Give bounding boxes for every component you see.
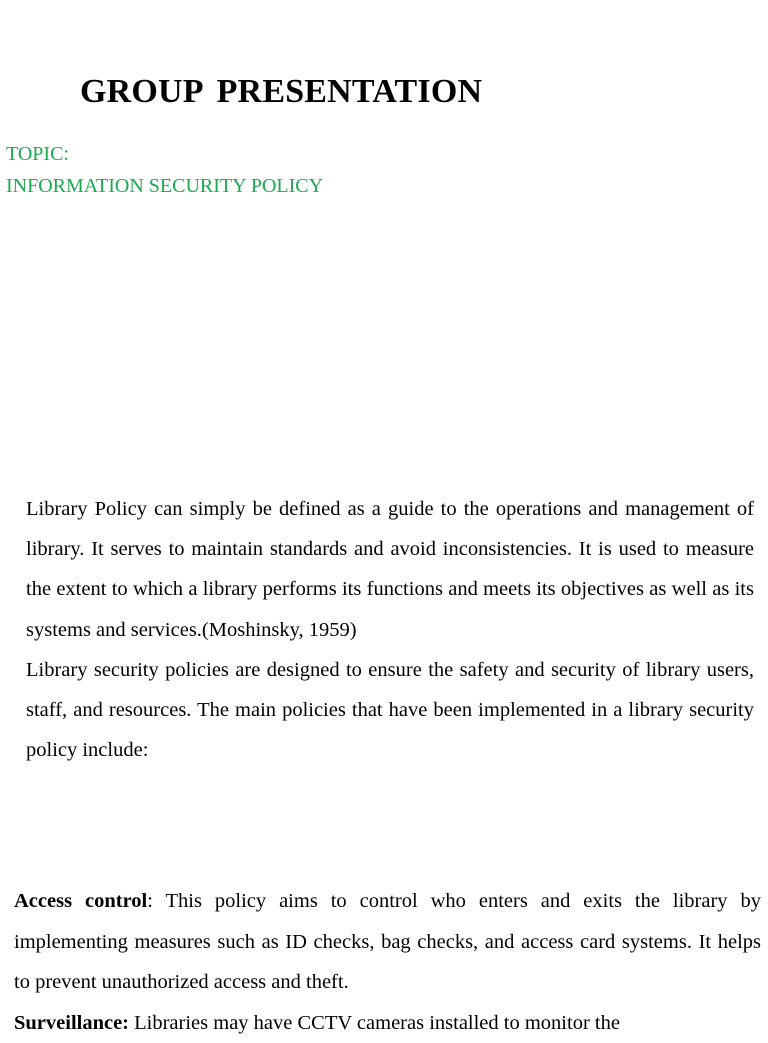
policy-item-surveillance xyxy=(14,1003,761,1043)
paragraph-security-policies: Library security policies are designed to ensure the safety and security of library users, staff, and resources. The main policies that have been implemented in a library security policy include: xyxy=(26,650,754,771)
body-text xyxy=(26,489,754,770)
page-title: GROUP PRESENTATION xyxy=(80,70,482,114)
policy-description: Libraries may have CCTV cameras installed to monitor the xyxy=(129,1012,620,1034)
policy-separator: : xyxy=(147,890,153,912)
topic-block xyxy=(6,138,323,202)
topic-label: TOPIC: xyxy=(6,138,323,170)
topic-value: INFORMATION SECURITY POLICY xyxy=(6,170,323,202)
policy-term: Access control xyxy=(14,890,147,912)
policy-list xyxy=(14,881,761,1043)
policy-item-access-control xyxy=(14,881,761,1003)
policy-term: Surveillance: xyxy=(14,1012,129,1034)
policy-description: This policy aims to control who enters and exits the library by implementing measures such as ID checks, bag checks, and access card systems. It helps to prevent unauthorized access and theft. xyxy=(14,890,761,993)
paragraph-library-policy: Library Policy can simply be defined as a guide to the operations and management of library. It serves to maintain standards and avoid inconsistencies. It is used to measure the extent to which a library performs its functions and meets its objectives as well as its systems and services.(Moshinsky, 1959) xyxy=(26,489,754,650)
